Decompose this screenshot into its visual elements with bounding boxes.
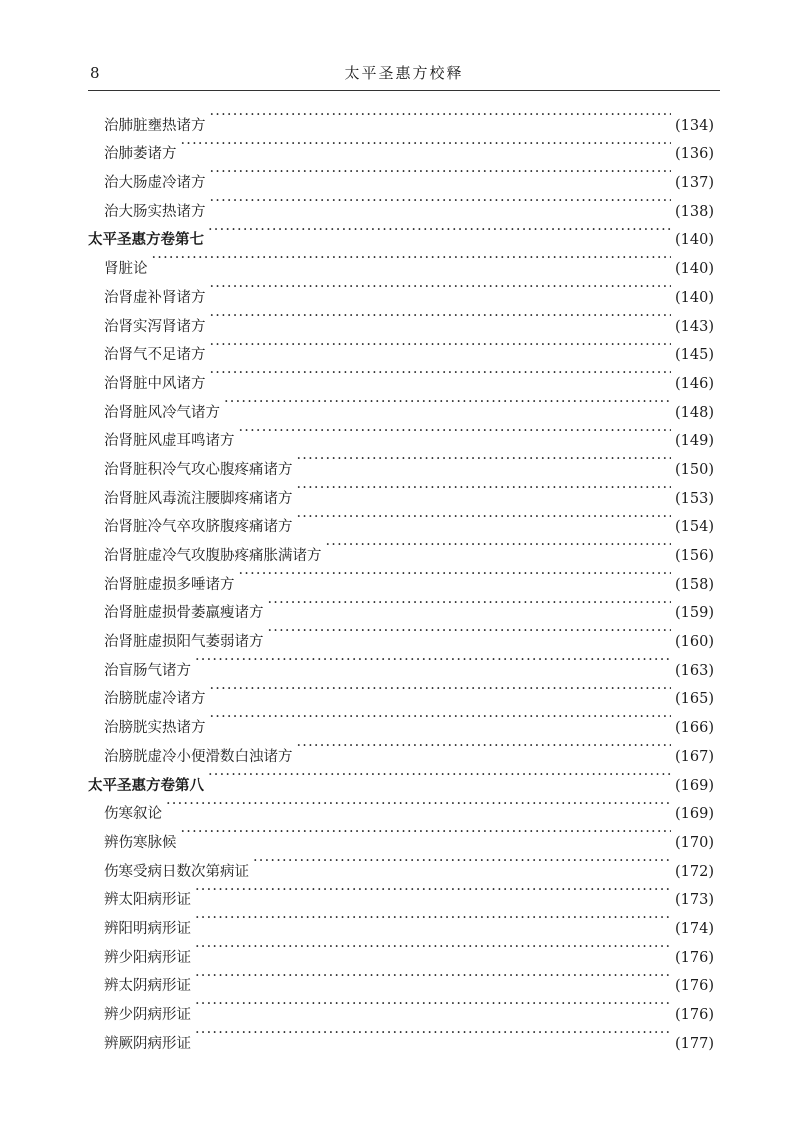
toc-entry-title: 辨少阴病形证 bbox=[104, 1007, 191, 1023]
toc-entry-page: (158) bbox=[675, 576, 714, 593]
dot-leader bbox=[195, 933, 671, 962]
dot-leader bbox=[210, 158, 672, 187]
toc-entry-title: 辨厥阴病形证 bbox=[104, 1035, 191, 1052]
toc-entry-page: (140) bbox=[675, 261, 714, 278]
toc-entry-title: 治肾气不足诸方 bbox=[104, 347, 206, 364]
toc-entry-title: 辨太阳病形证 bbox=[104, 892, 191, 909]
toc-entry-page: (169) bbox=[675, 777, 714, 794]
toc-entry-title: 肾脏论 bbox=[104, 261, 148, 278]
toc-entry-title: 治肾脏中风诸方 bbox=[104, 375, 206, 392]
toc-entry-page: (138) bbox=[675, 203, 714, 220]
toc-entry-title: 太平圣惠方卷第八 bbox=[88, 776, 204, 794]
dot-leader bbox=[208, 761, 671, 790]
toc-entry-title: 治肾脏冷气卒攻脐腹疼痛诸方 bbox=[104, 519, 293, 536]
page-number: 8 bbox=[90, 64, 100, 82]
toc-entry-title: 伤寒叙论 bbox=[104, 806, 162, 823]
dot-leader bbox=[297, 474, 672, 503]
toc-entry-page: (136) bbox=[675, 146, 714, 163]
dot-leader bbox=[195, 646, 671, 675]
dot-leader bbox=[210, 331, 672, 360]
toc-entry-page: (176) bbox=[675, 1007, 714, 1023]
toc-entry-title: 治膀胱虚冷小便滑数白浊诸方 bbox=[104, 748, 293, 765]
toc-entry-title: 治肾脏风虚耳鸣诸方 bbox=[104, 433, 235, 450]
toc-entry-page: (140) bbox=[675, 289, 714, 306]
toc-entry-title: 辨阳明病形证 bbox=[104, 920, 191, 937]
toc-entry-page: (143) bbox=[675, 318, 714, 335]
toc-entry-title: 治肾脏积冷气攻心腹疼痛诸方 bbox=[104, 461, 293, 478]
dot-leader bbox=[239, 560, 672, 589]
toc-entry-page: (176) bbox=[675, 978, 714, 995]
toc-entry bbox=[88, 101, 714, 134]
toc-entry-title: 治肾虚补肾诸方 bbox=[104, 289, 206, 306]
dot-leader bbox=[210, 273, 672, 302]
toc-entry-page: (169) bbox=[675, 806, 714, 823]
toc-entry bbox=[88, 273, 714, 306]
toc-entry-page: (148) bbox=[675, 404, 714, 421]
dot-leader bbox=[195, 990, 671, 1019]
toc-entry-title: 辨太阴病形证 bbox=[104, 978, 191, 995]
toc-entry-page: (156) bbox=[675, 548, 714, 564]
toc-entry-page: (150) bbox=[675, 461, 714, 478]
toc-entry-title: 治膀胱虚冷诸方 bbox=[104, 691, 206, 708]
toc-entry-page: (163) bbox=[675, 662, 714, 679]
toc-entry-title: 治肾脏风毒流注腰脚疼痛诸方 bbox=[104, 490, 293, 507]
toc-entry-title: 治大肠虚冷诸方 bbox=[104, 175, 206, 192]
toc-entry-title: 伤寒受病日数次第病证 bbox=[104, 863, 249, 880]
toc-entry-page: (170) bbox=[675, 834, 714, 851]
toc-entry-page: (176) bbox=[675, 949, 714, 966]
toc-entry-title: 治肾实泻肾诸方 bbox=[104, 318, 206, 335]
toc-entry-page: (172) bbox=[675, 863, 714, 880]
dot-leader bbox=[268, 589, 672, 618]
toc-entry-title: 辨伤寒脉候 bbox=[104, 834, 177, 851]
dot-leader bbox=[210, 302, 672, 331]
dot-leader bbox=[210, 703, 672, 732]
dot-leader bbox=[195, 904, 671, 933]
dot-leader bbox=[326, 531, 672, 560]
dot-leader bbox=[239, 417, 672, 446]
toc-entry-page: (174) bbox=[675, 920, 714, 937]
toc-entry-page: (154) bbox=[675, 519, 714, 536]
toc-entry-page: (153) bbox=[675, 490, 714, 507]
dot-leader bbox=[152, 244, 672, 273]
dot-leader bbox=[297, 732, 672, 761]
dot-leader bbox=[210, 359, 672, 388]
toc-entry-title: 太平圣惠方卷第七 bbox=[88, 231, 204, 249]
running-title: 太平圣惠方校释 bbox=[344, 64, 464, 82]
dot-leader bbox=[210, 187, 672, 216]
dot-leader bbox=[166, 790, 671, 819]
dot-leader bbox=[253, 847, 671, 876]
table-of-contents bbox=[88, 101, 714, 1052]
toc-entry bbox=[88, 818, 714, 851]
toc-entry-page: (140) bbox=[675, 232, 714, 249]
toc-entry-title: 治盲肠气诸方 bbox=[104, 662, 191, 679]
dot-leader bbox=[181, 130, 672, 159]
toc-entry-page: (165) bbox=[675, 691, 714, 708]
toc-entry-title: 治肾脏风冷气诸方 bbox=[104, 404, 220, 421]
toc-entry-title: 治肾脏虚损多唾诸方 bbox=[104, 576, 235, 593]
toc-entry-title: 治肺脏壅热诸方 bbox=[104, 117, 206, 134]
toc-entry-page: (173) bbox=[675, 892, 714, 909]
dot-leader bbox=[224, 388, 671, 417]
dot-leader bbox=[181, 818, 672, 847]
toc-entry-title: 治肾脏虚损阳气萎弱诸方 bbox=[104, 634, 264, 651]
toc-entry-page: (167) bbox=[675, 748, 714, 765]
dot-leader bbox=[297, 445, 672, 474]
dot-leader bbox=[195, 1019, 671, 1048]
toc-entry bbox=[88, 244, 714, 278]
page-header bbox=[88, 62, 720, 91]
toc-entry-title: 治大肠实热诸方 bbox=[104, 203, 206, 220]
dot-leader bbox=[195, 962, 671, 991]
toc-entry-page: (145) bbox=[675, 347, 714, 364]
toc-entry bbox=[88, 130, 714, 163]
toc-entry-page: (137) bbox=[675, 175, 714, 192]
toc-entry bbox=[88, 847, 714, 880]
dot-leader bbox=[297, 503, 672, 532]
toc-entry bbox=[88, 790, 714, 823]
toc-entry-page: (160) bbox=[675, 634, 714, 651]
toc-entry-page: (134) bbox=[675, 117, 714, 134]
toc-entry-title: 治肺萎诸方 bbox=[104, 146, 177, 163]
dot-leader bbox=[210, 101, 672, 130]
dot-leader bbox=[210, 675, 672, 704]
toc-entry-title: 辨少阳病形证 bbox=[104, 949, 191, 966]
toc-entry-page: (146) bbox=[675, 375, 714, 392]
toc-entry-title: 治肾脏虚损骨萎羸瘦诸方 bbox=[104, 605, 264, 622]
dot-leader bbox=[195, 876, 671, 905]
toc-entry-title: 治肾脏虚冷气攻腹胁疼痛胀满诸方 bbox=[104, 548, 322, 564]
dot-leader bbox=[268, 617, 672, 646]
toc-entry bbox=[88, 158, 714, 192]
dot-leader bbox=[208, 216, 671, 245]
toc-entry-page: (149) bbox=[675, 433, 714, 450]
toc-entry-page: (159) bbox=[675, 605, 714, 622]
toc-entry-page: (177) bbox=[675, 1035, 714, 1052]
toc-entry-title: 治膀胱实热诸方 bbox=[104, 720, 206, 737]
toc-entry-page: (166) bbox=[675, 720, 714, 737]
